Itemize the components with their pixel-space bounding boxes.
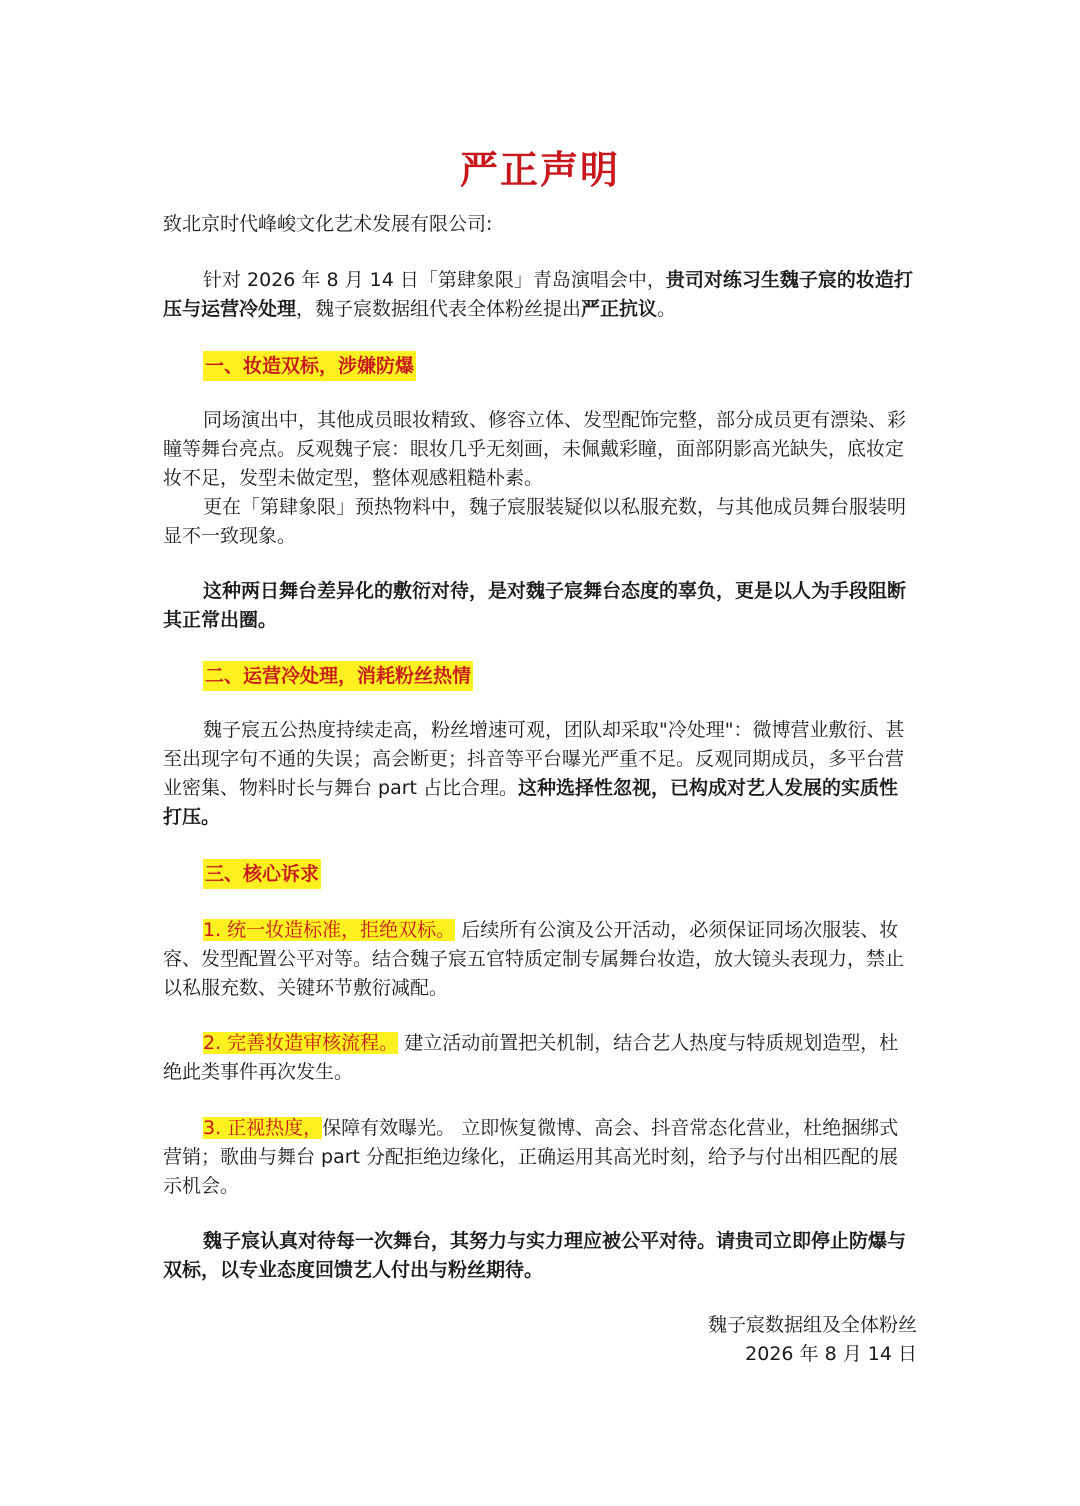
- closing-text: 魏子宸认真对待每一次舞台，其努力与实力理应被公平对待。请贵司立即停止防爆与双标，以专业态度回馈艺人付出与粉丝期待。: [163, 1230, 907, 1281]
- demand-item-1-label: 1. 统一妆造标准，拒绝双标。: [203, 919, 456, 941]
- closing-paragraph: [163, 1227, 917, 1285]
- intro-text-protest: 严正抗议: [581, 298, 658, 320]
- demand-item-1-text: 后续所有公演及公开活动，必须保证同场次服装、妆容、发型配置公平对等。结合魏子宸五官特质定制专属舞台妆造，放大镜头表现力，禁止以私服充数、关键环节敷衍减配。: [163, 919, 905, 999]
- intro-text-e: 。: [657, 298, 677, 320]
- page-title: 严正声明: [459, 147, 620, 192]
- section-3-heading: 三、核心诉求: [203, 859, 321, 889]
- signature-date: 2026 年 8 月 14 日: [745, 1343, 917, 1365]
- demand-item-2-text: 建立活动前置把关机制，结合艺人热度与特质规划造型，杜绝此类事件再次发生。: [163, 1032, 899, 1083]
- demand-item-2-label: 2. 完善妆造审核流程。: [203, 1032, 399, 1054]
- section-1-conclusion: [163, 577, 917, 635]
- section-1-conclusion-text: 这种两日舞台差异化的敷衍对待，是对魏子宸舞台态度的辜负，更是以人为手段阻断其正常出圈。: [163, 580, 907, 631]
- section-1-paragraph-1: 同场演出中，其他成员眼妆精致、修容立体、发型配饰完整，部分成员更有漂染、彩瞳等舞台亮点。反观魏子宸：眼妆几乎无刻画，未佩戴彩瞳，面部阴影高光缺失，底妆定妆不足，发型未做定型，整体观感粗糙朴素。: [163, 409, 907, 489]
- demand-item-3: [163, 1114, 917, 1201]
- demand-item-2: [163, 1029, 917, 1087]
- demand-item-3-label: 3. 正视热度，: [203, 1117, 323, 1139]
- section-2-paragraph-bold: 这种选择性忽视，已构成对艺人发展的实质性打压。: [163, 777, 899, 828]
- section-2-paragraph-text: 魏子宸五公热度持续走高，粉丝增速可观，团队却采取"冷处理"：微博营业敷衍、甚至出现字句不通的失误；高会断更；抖音等平台曝光严重不足。反观同期成员，多平台营业密集、物料时长与舞台 part 占比合理。: [163, 719, 905, 799]
- addressee-text: 致北京时代峰峻文化艺术发展有限公司:: [163, 213, 493, 235]
- section-1-paragraph-2: 更在「第肆象限」预热物料中，魏子宸服装疑似以私服充数，与其他成员舞台服装明显不一致现象。: [163, 496, 907, 547]
- section-2-body: [163, 716, 917, 832]
- intro-text-a: 针对 2026 年 8 月 14 日「第肆象限」青岛演唱会中，: [203, 269, 666, 291]
- signature: 魏子宸数据组及全体粉丝: [707, 1314, 917, 1336]
- intro-text-c: ，魏子宸数据组代表全体粉丝提出: [296, 298, 582, 320]
- intro-paragraph: [163, 266, 917, 324]
- section-2-heading: 二、运营冷处理，消耗粉丝热情: [203, 661, 473, 691]
- addressee: [163, 210, 917, 239]
- demand-item-1: [163, 916, 917, 1003]
- section-1-body: [163, 406, 917, 551]
- intro-text-bold: 贵司对练习生魏子宸的妆造打压与运营冷处理: [163, 269, 913, 320]
- section-1-heading: 一、妆造双标，涉嫌防爆: [203, 351, 416, 381]
- demand-item-3-text: 保障有效曝光。 立即恢复微博、高会、抖音常态化营业，杜绝捆绑式营销；歌曲与舞台 part 分配拒绝边缘化，正确运用其高光时刻，给予与付出相匹配的展示机会。: [163, 1117, 899, 1197]
